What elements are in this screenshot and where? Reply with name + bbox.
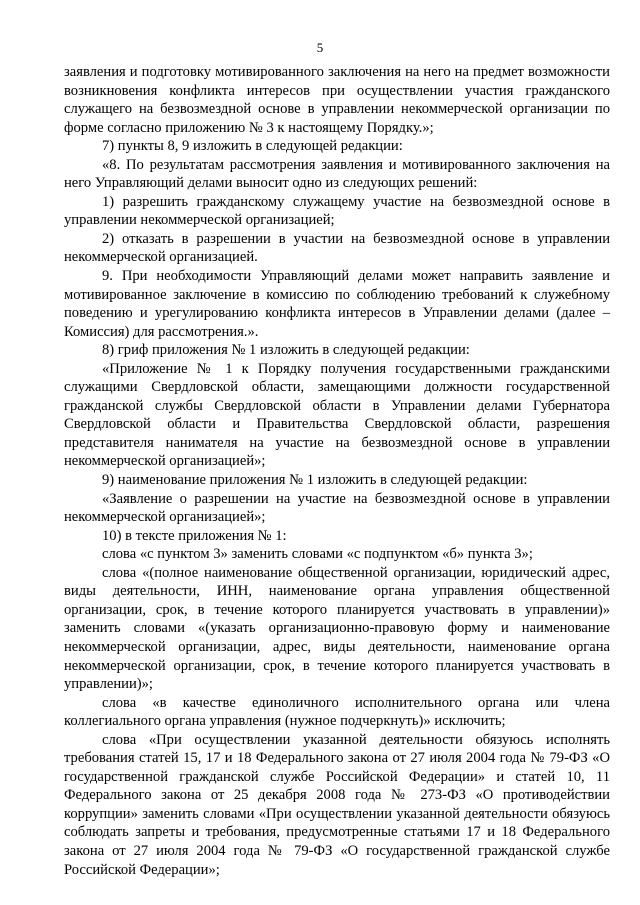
page-number: 5 <box>316 40 324 55</box>
paragraph-words-3: слова «в качестве единоличного исполнительного органа или члена коллегиального органа управления (нужное подчеркнуть)» исключить; <box>64 694 610 730</box>
paragraph-option-2: 2) отказать в разрешении в участии на безвозмездной основе в управлении некоммерческой организацией. <box>64 230 610 266</box>
paragraph-words-4: слова «При осуществлении указанной деятельности обязуюсь исполнять требования статей 15, 17 и 18 Федерального закона от 27 июля 2004 года № 79-ФЗ «О государственной гражданской службе Российской Федерации» и статей 10, 11 Федерального закона от 25 декабря 2008 года № 273-ФЗ «О противодействии коррупции» заменить словами «При осуществлении указанной деятельности обязуюсь соблюдать запреты и требования, предусмотренные статьями 17 и 18 Федерального закона от 27 июля 2004 года № 79-ФЗ «О государственной гражданской службе Российской Федерации»; <box>64 731 610 878</box>
paragraph-option-1: 1) разрешить гражданскому служащему участие на безвозмездной основе в управлении некоммерческой организацией; <box>64 193 610 229</box>
paragraph-item-8: 8) гриф приложения № 1 изложить в следующей редакции: <box>102 342 470 359</box>
paragraph-clause-8: «8. По результатам рассмотрения заявления и мотивированного заключения на него Управляющий делами выносит одно из следующих решений: <box>64 156 610 192</box>
paragraph-appendix-title: «Заявление о разрешении на участие на безвозмездной основе в управлении некоммерческой организацией»; <box>64 490 610 526</box>
paragraph-words-2: слова «(полное наименование общественной организации, юридический адрес, виды деятельности, ИНН, наименование органа управления общественной организации, срок, в течение которого планируется участвовать в управлении)» заменить словами «(указать организационно-правовую форму и наименование некоммерческой организации, адрес, виды деятельности, наименование органа некоммерческой организации, срок, в течение которого планируется участвовать в управлении)»; <box>64 564 610 693</box>
paragraph-continuation: заявления и подготовку мотивированного заключения на него на предмет возможности возникновения конфликта интересов при осуществлении участия гражданского служащего на безвозмездной основе в управлении некоммерческой организации по форме согласно приложению № 3 к настоящему Порядку.»; <box>64 64 610 136</box>
body-text <box>64 63 610 879</box>
paragraph-item-10: 10) в тексте приложения № 1: <box>102 527 287 544</box>
paragraph-item-7: 7) пункты 8, 9 изложить в следующей редакции: <box>102 138 403 155</box>
paragraph-appendix-header: «Приложение № 1 к Порядку получения государственными гражданскими служащими Свердловской области, замещающими должности государственной гражданской службы Свердловской области в Управлении делами Губернатора Свердловской области и Правительства Свердловской области, разрешения представителя нанимателя на участие на безвозмездной основе в управлении некоммерческой организацией»; <box>64 360 610 470</box>
paragraph-clause-9: 9. При необходимости Управляющий делами может направить заявление и мотивированное заключение в комиссию по соблюдению требований к служебному поведению и урегулированию конфликта интересов в Управлении делами (далее – Комиссия) для рассмотрения.». <box>64 268 610 340</box>
paragraph-words-1: слова «с пунктом 3» заменить словами «с подпунктом «б» пункта 3»; <box>102 546 533 563</box>
paragraph-item-9: 9) наименование приложения № 1 изложить в следующей редакции: <box>102 472 528 489</box>
